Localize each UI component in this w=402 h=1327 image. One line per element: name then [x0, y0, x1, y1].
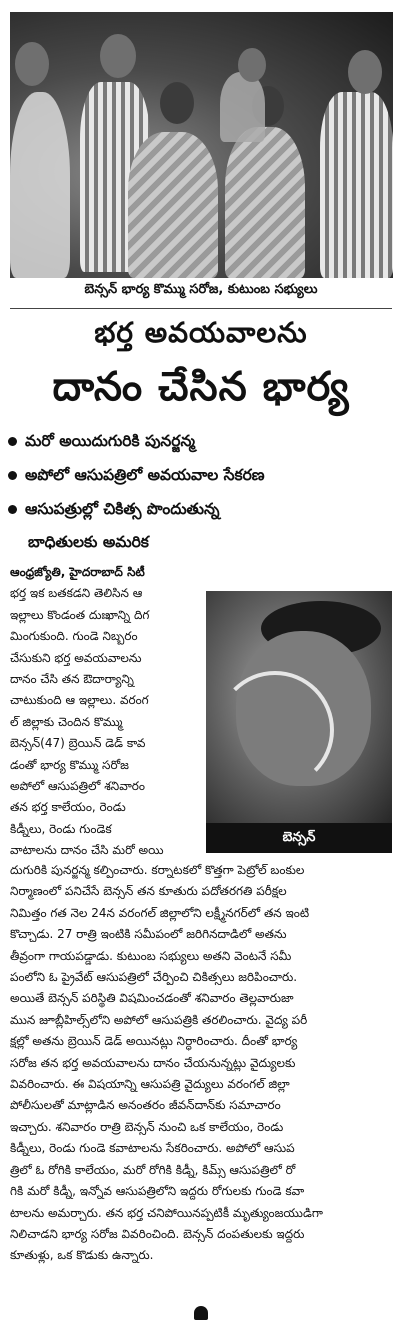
bullet-continuation: బాధితులకు అమరిక — [28, 533, 149, 551]
story-line: ఇల్లాలు కొండంత దుఃఖాన్ని దిగ — [10, 607, 150, 622]
story-line: ల్ జిల్లాకు చెందిన కొమ్ము — [10, 714, 123, 729]
family-photo — [10, 12, 393, 278]
story-line: దుగురికి పునర్జన్మ కల్పించారు. కర్నాటకలో కొత్తగా పెట్రోల్ బంకుల — [10, 863, 305, 877]
divider — [10, 308, 392, 309]
story-line: పోలీసులతో మాట్లాడిన అనంతరం జీవన్‌దాన్‌కు సమాచారం — [10, 1098, 281, 1113]
story-line: తీవ్రంగా గాయపడ్డాడు. కుటుంబ సభ్యులు అతని వెంటనే సమీ — [10, 948, 292, 963]
story-column-narrow — [10, 562, 200, 862]
story-line: మింగుకుంది. గుండె నిబ్బరం — [10, 629, 138, 644]
story-line: సరోజ తన భర్త అవయవాలను దానం చేయనున్నట్లు వైద్యులకు — [10, 1055, 296, 1070]
inset-caption: బెన్సన్ — [206, 823, 392, 853]
bullet-icon — [8, 471, 17, 480]
story-line: టాలను అమర్చారు. తన భర్త చనిపోయినప్పటికీ మృత్యుంజయుడిగా — [10, 1205, 323, 1220]
story-column-wide — [10, 860, 392, 1267]
story-line: భర్త ఇక బతకడని తెలిసిన ఆ — [10, 586, 143, 601]
story-line: నిలిచాడని భార్య సరోజ వివరించింది. బెన్సన్ దంపతులకు ఇద్దరు — [10, 1226, 305, 1241]
story-line: వివరించారు. ఈ విషయాన్ని ఆసుపత్రి వైద్యులు వరంగల్ జిల్లా — [10, 1077, 290, 1092]
story-line: చేసుకుని భర్త అవయవాలను — [10, 650, 142, 665]
bullet-item: మరో అయిదుగురికి పునర్జన్మ — [8, 432, 195, 454]
story-line: కూతుళ్లు, ఒక కొడుకు ఉన్నారు. — [10, 1248, 154, 1263]
story-line: వాటాలను దానం చేసి మరో అయి — [10, 843, 164, 858]
story-line: నిర్మాణంలో పనిచేసే బెన్సన్ తన కూతురు పదోతరగతి పరీక్షల — [10, 884, 287, 899]
bullet-icon — [8, 505, 17, 514]
story-line: చాటుకుంది ఆ ఇల్లాలు. వరంగ — [10, 693, 149, 708]
dateline: ఆంధ్రజ్యోతి, హైదరాబాద్ సిటీ — [10, 565, 145, 579]
headline-line2: దానం చేసిన భార్య — [52, 364, 350, 410]
story-line: బెన్సన్(47) బ్రెయిన్ డెడ్ కావ — [10, 736, 146, 751]
end-mark-icon — [194, 1306, 208, 1320]
story-line: దానం చేసి తన ఔదార్యాన్ని — [10, 672, 134, 687]
bullet-item: అపోలో ఆసుపత్రిలో అవయవాల సేకరణ — [8, 466, 265, 488]
bullet-icon — [8, 437, 17, 446]
story-line: అయితే బెన్సన్ పరిస్థితి విషమించడంతో శనివారం తెల్లవారుజా — [10, 991, 294, 1006]
story-line: క్షల్లో అతను బ్రెయిన్ డెడ్ అయినట్లు నిర్ధారించారు. దీంతో భార్య — [10, 1034, 298, 1049]
story-line: పంలోని ఓ ప్రైవేట్ ఆసుపత్రిలో చేర్పించి చికిత్సలు జరిపించారు. — [10, 970, 298, 985]
story-line: డంతో భార్య కొమ్ము సరోజ — [10, 757, 129, 772]
headline-line1: భర్త అవయవాలను — [94, 316, 308, 349]
story-line: మున జూబ్లీహిల్స్‌లోని అపోలో ఆసుపత్రికి తరలించారు. వైద్య పరీ — [10, 1012, 308, 1027]
photo-caption: బెన్సన్ భార్య కొమ్ము సరోజ, కుటుంబ సభ్యులు — [84, 282, 318, 297]
story-line: గికి మరో కిడ్నీ, ఇన్నోవ ఆసుపత్రిలోని ఇద్దరు రోగులకు గుండె కవా — [10, 1184, 305, 1199]
benson-photo — [206, 591, 392, 823]
story-line: కిడ్నీలు, రెండు గుండెక — [10, 821, 112, 836]
story-line: తన భర్త కాలేయం, రెండు — [10, 800, 126, 815]
story-line: అపోలో ఆసుపత్రిలో శనివారం — [10, 779, 146, 794]
bullet-item: ఆసుపత్రుల్లో చికిత్స పొందుతున్న — [8, 500, 219, 522]
story-line: నిమిత్తం గత నెల 24న వరంగల్ జిల్లాలోని లక్ష్మీనగర్‌లో తన ఇంటి — [10, 905, 310, 920]
story-line: త్రిలో ఓ రోగికి కాలేయం, మరో రోగికి కిడ్నీ, కిమ్స్ ఆసుపత్రిలో రో — [10, 1162, 296, 1177]
story-line: కొచ్చాడు. 27 రాత్రి ఇంటికి సమీపంలో జరిగినదాడిలో అతను — [10, 927, 287, 942]
story-line: ఇచ్చారు. శనివారం రాత్రి బెన్సన్ నుంచి ఒక కాలేయం, రెండు — [10, 1119, 284, 1134]
story-line: కిడ్నీలు, రెండు గుండె కవాటాలను సేకరించారు. అపోలో ఆసుప — [10, 1141, 295, 1156]
